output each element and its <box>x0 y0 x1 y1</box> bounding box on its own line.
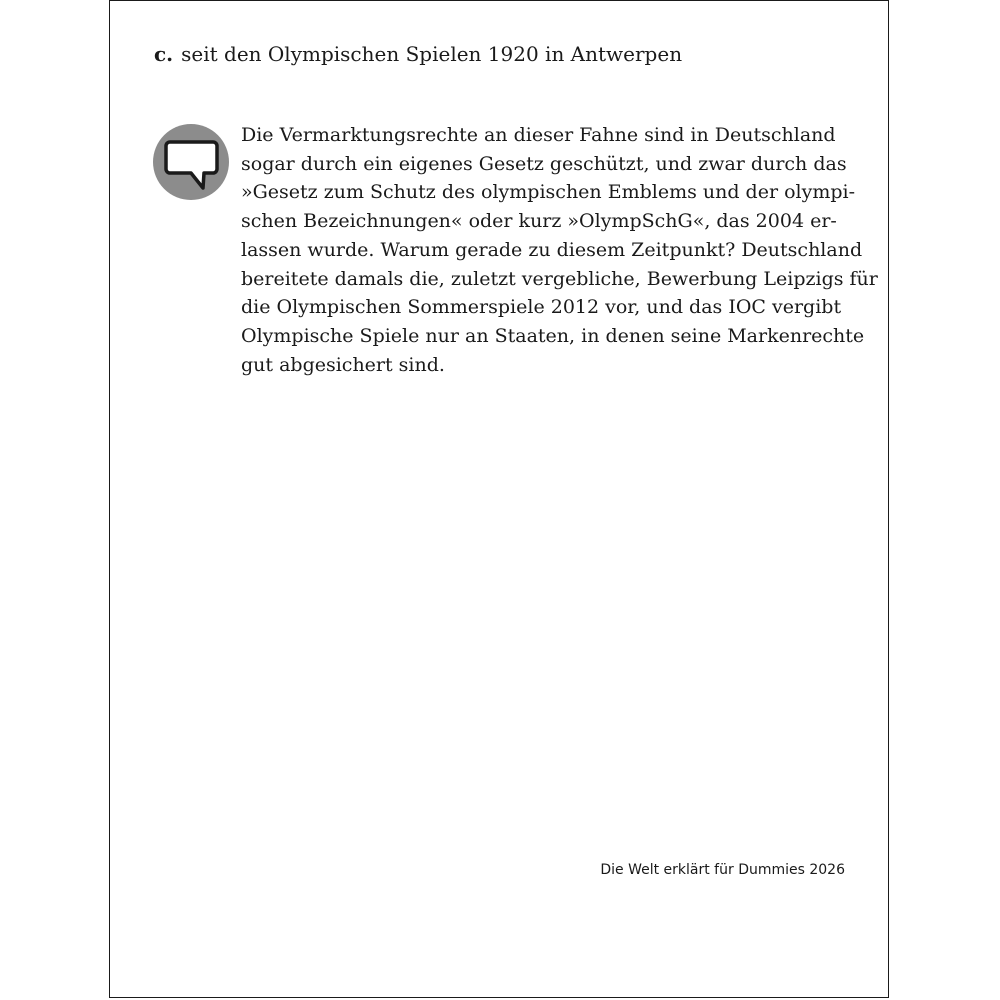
info-line: bereitete damals die, zuletzt vergebliche, Bewerbung Leipzigs für <box>241 267 878 290</box>
info-line: gut abgesichert sind. <box>241 353 445 376</box>
answer-text: seit den Olympischen Spielen 1920 in Antwerpen <box>181 42 683 66</box>
info-line: die Olympischen Sommerspiele 2012 vor, und das IOC vergibt <box>241 296 842 319</box>
info-line: Olympische Spiele nur an Staaten, in denen seine Markenrechte <box>241 324 865 347</box>
info-paragraph <box>241 121 878 379</box>
speech-bubble-icon <box>153 124 229 200</box>
answer-letter: c. <box>154 42 174 66</box>
info-line: lassen wurde. Warum gerade zu diesem Zeitpunkt? Deutschland <box>241 238 863 261</box>
info-line: Die Vermarktungsrechte an dieser Fahne sind in Deutschland <box>241 124 836 146</box>
info-line: sogar durch ein eigenes Gesetz geschützt, und zwar durch das <box>241 152 847 175</box>
page-footer: Die Welt erklärt für Dummies 2026 <box>600 862 845 878</box>
page <box>109 0 889 998</box>
info-line: schen Bezeichnungen« oder kurz »OlympSchG«, das 2004 er- <box>241 210 837 233</box>
info-line: »Gesetz zum Schutz des olympischen Emblems und der olympi- <box>241 181 856 204</box>
answer-line <box>154 39 682 69</box>
speech-bubble-icon-graphic <box>153 124 229 200</box>
